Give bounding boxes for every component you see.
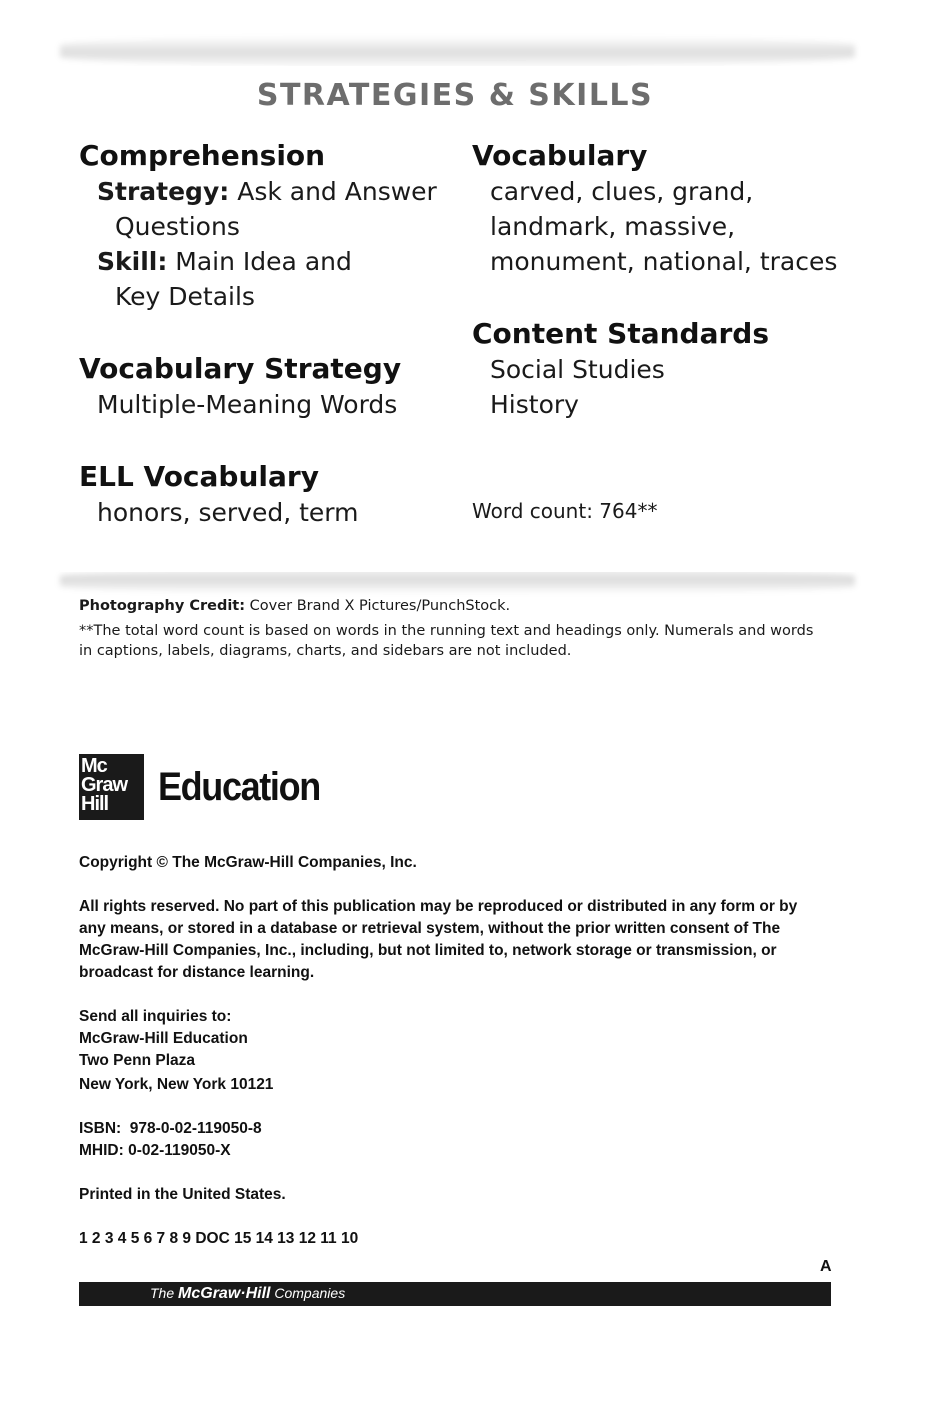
panel-top-shadow	[60, 36, 855, 66]
vocabulary-line-1: carved, clues, grand,	[490, 177, 754, 206]
rights-line-2: any means, or stored in a database or retrieval system, without the prior written consent of The	[79, 920, 781, 937]
strategy-line	[97, 174, 437, 209]
logo-line-2: Graw	[81, 774, 128, 796]
vocabulary-heading: Vocabulary	[472, 139, 648, 172]
corner-letter: A	[820, 1258, 832, 1275]
strategy-text: Ask and Answer	[237, 177, 437, 206]
skill-label: Skill:	[97, 247, 168, 276]
content-standards-topic: History	[490, 390, 579, 419]
address-line-2: Two Penn Plaza	[79, 1052, 195, 1069]
vocabulary-line-2: landmark, massive,	[490, 212, 736, 241]
word-count-note-2: in captions, labels, diagrams, charts, and sidebars are not included.	[79, 643, 572, 659]
copyright-line: Copyright © The McGraw-Hill Companies, Inc.	[79, 854, 417, 871]
photo-credit-text: Cover Brand X Pictures/PunchStock.	[249, 598, 511, 614]
vocabulary-strategy-text: Multiple-Meaning Words	[97, 390, 398, 419]
logo-line-3: Hill	[81, 793, 109, 815]
photography-credit	[79, 596, 510, 616]
footer-brand-name: McGraw·Hill	[178, 1285, 271, 1302]
comprehension-heading: Comprehension	[79, 139, 326, 172]
vocabulary-line-3: monument, national, traces	[490, 247, 838, 276]
rights-line-1: All rights reserved. No part of this publication may be reproduced or distributed in any form or by	[79, 898, 798, 915]
content-standards-subject: Social Studies	[490, 355, 665, 384]
isbn: ISBN: 978-0-02-119050-8	[79, 1120, 262, 1137]
printed-in: Printed in the United States.	[79, 1186, 286, 1203]
rights-line-4: broadcast for distance learning.	[79, 964, 315, 981]
rights-line-3: McGraw-Hill Companies, Inc., including, but not limited to, network storage or transmission, or	[79, 942, 777, 959]
photo-credit-label: Photography Credit:	[79, 598, 246, 614]
word-count: Word count: 764**	[472, 499, 658, 523]
print-line: 1 2 3 4 5 6 7 8 9 DOC 15 14 13 12 11 10	[79, 1230, 359, 1247]
word-count-note-1: **The total word count is based on words in the running text and headings only. Numerals and words	[79, 623, 814, 639]
strategy-label: Strategy:	[97, 177, 230, 206]
footer-the: The	[150, 1285, 175, 1301]
footer-brand	[150, 1285, 345, 1303]
footer-companies: Companies	[274, 1285, 346, 1301]
ell-vocabulary-text: honors, served, term	[97, 498, 359, 527]
address-line-3: New York, New York 10121	[79, 1076, 274, 1093]
skill-text: Main Idea and	[175, 247, 352, 276]
inquiries-label: Send all inquiries to:	[79, 1008, 232, 1025]
strategy-text-cont: Questions	[115, 212, 240, 241]
logo-education-word: Education	[158, 765, 320, 809]
skill-line	[97, 244, 352, 279]
ell-vocabulary-heading: ELL Vocabulary	[79, 460, 319, 493]
vocabulary-strategy-heading: Vocabulary Strategy	[79, 352, 402, 385]
page-title: STRATEGIES & SKILLS	[256, 78, 654, 113]
logo-line-1: Mc	[81, 755, 107, 777]
mhid: MHID: 0-02-119050-X	[79, 1142, 231, 1159]
address-line-1: McGraw-Hill Education	[79, 1030, 248, 1047]
mcgraw-hill-logo	[79, 754, 144, 820]
skill-text-cont: Key Details	[115, 282, 255, 311]
content-standards-heading: Content Standards	[472, 317, 769, 350]
